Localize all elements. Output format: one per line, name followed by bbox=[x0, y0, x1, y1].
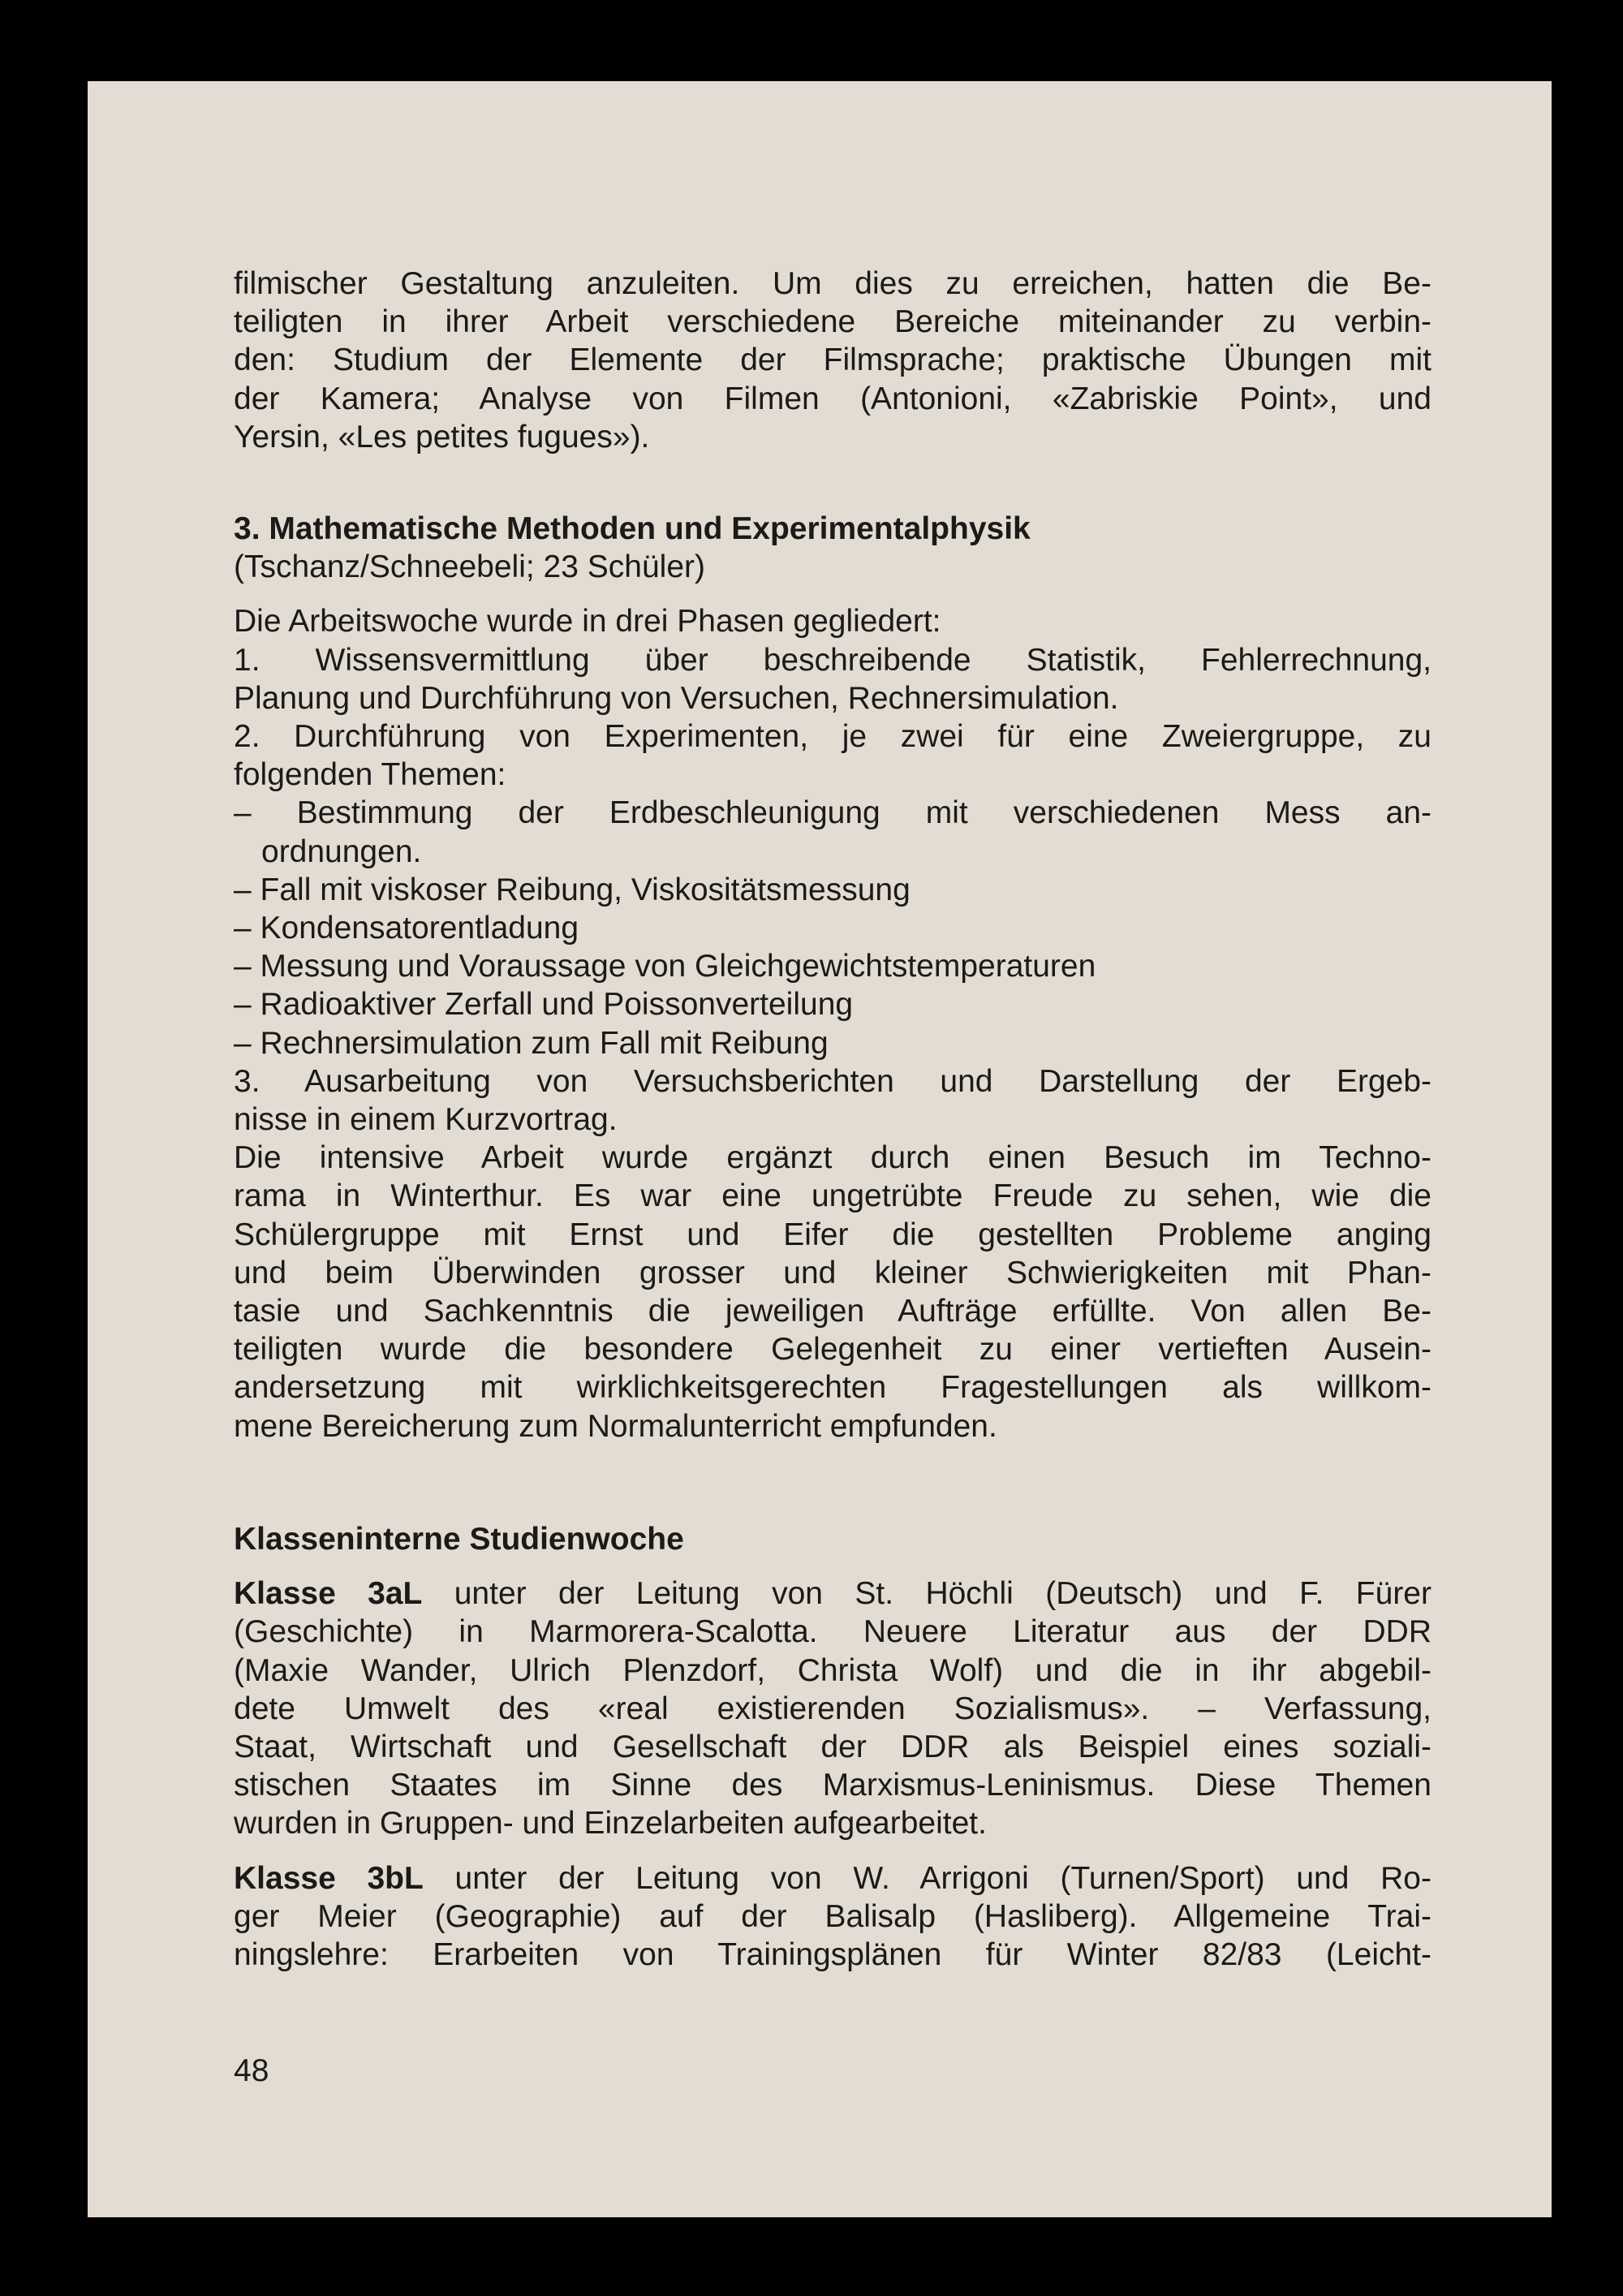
section-line: tasie und Sachkenntnis die jeweiligen Aufträge erfüllte. Von allen Be- bbox=[234, 1294, 1431, 1329]
list-item: – Messung und Voraussage von Gleichgewichtstemperaturen bbox=[234, 949, 1096, 984]
paragraph-line: dete Umwelt des «real existierenden Sozialismus». – Verfassung, bbox=[234, 1691, 1431, 1726]
paragraph-line: Staat, Wirtschaft und Gesellschaft der DDR als Beispiel eines soziali- bbox=[234, 1729, 1431, 1764]
list-item: – Kondensatorentladung bbox=[234, 911, 579, 946]
list-item: – Radioaktiver Zerfall und Poissonverteilung bbox=[234, 987, 854, 1023]
section-line: mene Bereicherung zum Normalunterricht empfunden. bbox=[234, 1408, 997, 1444]
section-heading: Klasseninterne Studienwoche bbox=[234, 1521, 684, 1557]
list-item: – Bestimmung der Erdbeschleunigung mit verschiedenen Mess an- bbox=[234, 795, 1431, 831]
section-line: nisse in einem Kurzvortrag. bbox=[234, 1102, 618, 1138]
section-line: teiligten wurde die besondere Gelegenheit zu einer vertieften Ausein- bbox=[234, 1332, 1431, 1368]
intro-line: den: Studium der Elemente der Filmsprache; praktische Übungen mit bbox=[234, 342, 1431, 378]
section-line: rama in Winterthur. Es war eine ungetrübte Freude zu sehen, wie die bbox=[234, 1178, 1431, 1214]
section-line: und beim Überwinden grosser und kleiner Schwierigkeiten mit Phan- bbox=[234, 1255, 1431, 1290]
class-label: Klasse 3aL bbox=[234, 1576, 423, 1612]
section-line: Schülergruppe mit Ernst und Eifer die gestellten Probleme anging bbox=[234, 1217, 1431, 1252]
list-item-continuation: ordnungen. bbox=[261, 834, 422, 869]
section-subheading: (Tschanz/Schneebeli; 23 Schüler) bbox=[234, 549, 705, 585]
paragraph-text: unter der Leitung von St. Höchli (Deutsch) und F. Fürer bbox=[422, 1576, 1431, 1612]
class-label: Klasse 3bL bbox=[234, 1860, 424, 1896]
section-line: 1. Wissensvermittlung über beschreibende Statistik, Fehlerrechnung, bbox=[234, 642, 1431, 678]
paragraph-line: (Geschichte) in Marmorera-Scalotta. Neuere Literatur aus der DDR bbox=[234, 1614, 1431, 1650]
section-line: 3. Ausarbeitung von Versuchsberichten und Darstellung der Ergeb- bbox=[234, 1063, 1431, 1099]
document-page bbox=[88, 81, 1552, 2217]
paragraph-text: unter der Leitung von W. Arrigoni (Turnen/Sport) und Ro- bbox=[423, 1860, 1431, 1896]
paragraph-line: wurden in Gruppen- und Einzelarbeiten aufgearbeitet. bbox=[234, 1806, 987, 1842]
page-number: 48 bbox=[234, 2053, 269, 2088]
section-line: folgenden Themen: bbox=[234, 757, 506, 793]
paragraph-first-line bbox=[234, 1859, 1431, 1898]
section-heading: 3. Mathematische Methoden und Experimentalphysik bbox=[234, 511, 1031, 547]
section-line: andersetzung mit wirklichkeitsgerechten Fragestellungen als willkom- bbox=[234, 1370, 1431, 1406]
paragraph-line: ger Meier (Geographie) auf der Balisalp (Hasliberg). Allgemeine Trai- bbox=[234, 1898, 1431, 1934]
section-line: 2. Durchführung von Experimenten, je zwei für eine Zweiergruppe, zu bbox=[234, 719, 1431, 755]
list-item: – Rechnersimulation zum Fall mit Reibung bbox=[234, 1025, 829, 1061]
paragraph-line: (Maxie Wander, Ulrich Plenzdorf, Christa Wolf) und die in ihr abgebil- bbox=[234, 1652, 1431, 1688]
paragraph-line: ningslehre: Erarbeiten von Trainingsplänen für Winter 82/83 (Leicht- bbox=[234, 1936, 1431, 1972]
section-line: Die intensive Arbeit wurde ergänzt durch einen Besuch im Techno- bbox=[234, 1140, 1431, 1176]
intro-line: Yersin, «Les petites fugues»). bbox=[234, 419, 650, 454]
intro-line: der Kamera; Analyse von Filmen (Antonioni, «Zabriskie Point», und bbox=[234, 381, 1431, 416]
paragraph-line: stischen Staates im Sinne des Marxismus-Leninismus. Diese Themen bbox=[234, 1768, 1431, 1803]
page-content bbox=[234, 265, 1431, 1974]
intro-line: teiligten in ihrer Arbeit verschiedene Bereiche miteinander zu verbin- bbox=[234, 304, 1431, 340]
section-line: Die Arbeitswoche wurde in drei Phasen gegliedert: bbox=[234, 604, 941, 640]
section-line: Planung und Durchführung von Versuchen, Rechnersimulation. bbox=[234, 680, 1119, 716]
intro-line: filmischer Gestaltung anzuleiten. Um dies zu erreichen, hatten die Be- bbox=[234, 266, 1431, 301]
paragraph-first-line bbox=[234, 1574, 1431, 1613]
list-item: – Fall mit viskoser Reibung, Viskositätsmessung bbox=[234, 872, 911, 907]
